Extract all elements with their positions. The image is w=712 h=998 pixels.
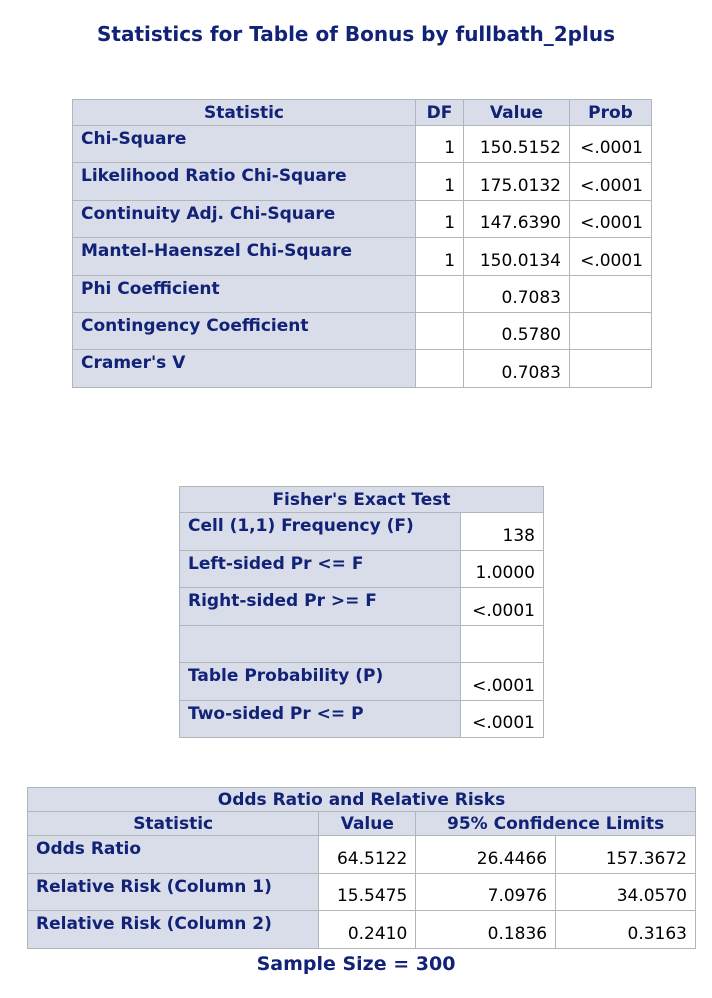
table-row [180, 513, 544, 551]
table-row [73, 126, 652, 163]
column-header-statistic: Statistic [73, 100, 416, 126]
df-cell: 1 [416, 126, 464, 163]
value-cell: 147.6390 [464, 200, 570, 237]
table-row [180, 663, 544, 701]
value-cell: <.0001 [461, 663, 544, 701]
prob-cell [569, 312, 651, 349]
value-cell: 0.5780 [464, 312, 570, 349]
table-row [73, 275, 652, 312]
row-label: Cramer's V [73, 350, 416, 387]
table-row [28, 836, 696, 874]
lower-limit-cell: 26.4466 [416, 836, 556, 874]
upper-limit-cell: 34.0570 [556, 873, 696, 911]
row-label: Cell (1,1) Frequency (F) [180, 513, 461, 551]
page-title: Statistics for Table of Bonus by fullbath_2plus [97, 22, 615, 46]
table-row [73, 238, 652, 275]
table-row [180, 588, 544, 626]
row-label: Continuity Adj. Chi-Square [73, 200, 416, 237]
fishers-exact-test-table [179, 486, 544, 738]
row-label: Mantel-Haenszel Chi-Square [73, 238, 416, 275]
column-header-statistic: Statistic [28, 812, 319, 836]
row-label: Phi Coefficient [73, 275, 416, 312]
table-row [73, 312, 652, 349]
row-label: Relative Risk (Column 1) [28, 873, 319, 911]
chi-square-statistics-table [72, 99, 652, 388]
table-row [73, 200, 652, 237]
value-cell: 0.7083 [464, 350, 570, 387]
row-label [180, 625, 461, 663]
value-cell: 0.2410 [319, 911, 416, 949]
row-label: Table Probability (P) [180, 663, 461, 701]
table-row [73, 163, 652, 200]
lower-limit-cell: 0.1836 [416, 911, 556, 949]
row-label: Two-sided Pr <= P [180, 700, 461, 738]
value-cell: 150.0134 [464, 238, 570, 275]
prob-cell [569, 350, 651, 387]
df-cell: 1 [416, 163, 464, 200]
value-cell: 150.5152 [464, 126, 570, 163]
row-label: Chi-Square [73, 126, 416, 163]
prob-cell: <.0001 [569, 126, 651, 163]
value-cell: 64.5122 [319, 836, 416, 874]
df-cell [416, 350, 464, 387]
row-label: Likelihood Ratio Chi-Square [73, 163, 416, 200]
value-cell: <.0001 [461, 588, 544, 626]
table-row [73, 350, 652, 387]
df-cell: 1 [416, 238, 464, 275]
row-label: Contingency Coefficient [73, 312, 416, 349]
row-label: Left-sided Pr <= F [180, 550, 461, 588]
column-header-value: Value [464, 100, 570, 126]
column-header-prob: Prob [569, 100, 651, 126]
prob-cell: <.0001 [569, 238, 651, 275]
prob-cell: <.0001 [569, 200, 651, 237]
table-row [180, 550, 544, 588]
odds-ratio-table [27, 787, 696, 949]
table-header-row [73, 100, 652, 126]
row-label: Odds Ratio [28, 836, 319, 874]
upper-limit-cell: 157.3672 [556, 836, 696, 874]
fishers-exact-test-header: Fisher's Exact Test [180, 487, 544, 513]
table-row [180, 625, 544, 663]
table-header-row [28, 812, 696, 836]
lower-limit-cell: 7.0976 [416, 873, 556, 911]
value-cell: 1.0000 [461, 550, 544, 588]
df-cell [416, 275, 464, 312]
value-cell: <.0001 [461, 700, 544, 738]
row-label: Relative Risk (Column 2) [28, 911, 319, 949]
value-cell: 138 [461, 513, 544, 551]
df-cell [416, 312, 464, 349]
table-row [28, 911, 696, 949]
column-header-df: DF [416, 100, 464, 126]
df-cell: 1 [416, 200, 464, 237]
prob-cell [569, 275, 651, 312]
sample-size-footer: Sample Size = 300 [256, 953, 456, 975]
value-cell: 175.0132 [464, 163, 570, 200]
table-row [28, 873, 696, 911]
odds-ratio-header: Odds Ratio and Relative Risks [28, 788, 696, 812]
upper-limit-cell: 0.3163 [556, 911, 696, 949]
value-cell: 15.5475 [319, 873, 416, 911]
row-label: Right-sided Pr >= F [180, 588, 461, 626]
value-cell: 0.7083 [464, 275, 570, 312]
table-header-row [28, 788, 696, 812]
table-row [180, 700, 544, 738]
column-header-value: Value [319, 812, 416, 836]
table-header-row [180, 487, 544, 513]
column-header-confidence-limits: 95% Confidence Limits [416, 812, 696, 836]
value-cell [461, 625, 544, 663]
prob-cell: <.0001 [569, 163, 651, 200]
